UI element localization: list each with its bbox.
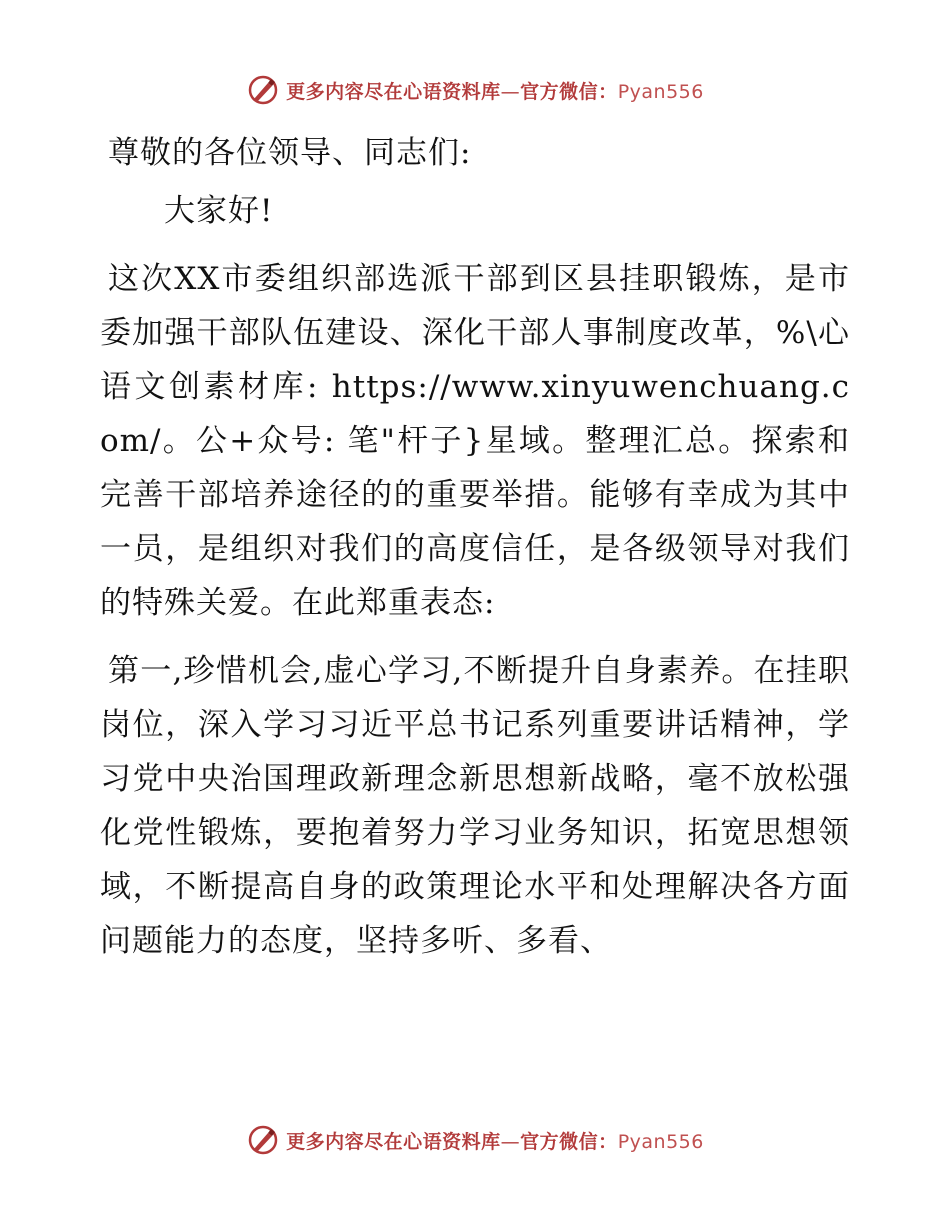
banner-title: 更多内容尽在心语资料库 — [286, 80, 501, 103]
pen-logo-icon — [246, 73, 280, 107]
banner-separator: — — [500, 1130, 521, 1153]
document-body — [100, 126, 850, 968]
banner-title: 更多内容尽在心语资料库 — [286, 1130, 501, 1153]
paragraph-2: 第一,珍惜机会,虚心学习,不断提升自身素养。在挂职岗位，深入学习习近平总书记系列重要讲话精神，学习党中央治国理政新理念新思想新战略，毫不放松强化党性锻炼，要抱着努力学习业务知识，拓宽思想领域，不断提高自身的政策理论水平和处理解决各方面问题能力的态度，坚持多听、多看、 — [100, 653, 850, 959]
banner-text — [286, 77, 704, 104]
salutation: 尊敬的各位领导、同志们: — [108, 135, 472, 171]
banner-separator: — — [500, 80, 521, 103]
pen-logo-icon — [246, 1123, 280, 1157]
banner-text — [286, 1127, 704, 1154]
banner-wechat-id: Pyan556 — [617, 1130, 704, 1153]
banner-official-label: 官方微信： — [520, 80, 618, 103]
greeting: 大家好! — [164, 193, 274, 229]
banner-wechat-id: Pyan556 — [617, 80, 704, 103]
banner-official-label: 官方微信： — [520, 1130, 618, 1153]
header-watermark-banner — [0, 70, 950, 110]
paragraph-1: 这次XX市委组织部选派干部到区县挂职锻炼，是市委加强干部队伍建设、深化干部人事制度改革，%\心语文创素材库: https://www.xinyuwenchuang.com/。公+众号: 笔"杆子}星域。整理汇总。探索和完善干部培养途径的的重要举措。能够有幸成为其中一员，是组织对我们的高度信任，是各级领导对我们的特殊关爱。在此郑重表态: — [100, 261, 850, 621]
footer-watermark-banner — [0, 1120, 950, 1160]
